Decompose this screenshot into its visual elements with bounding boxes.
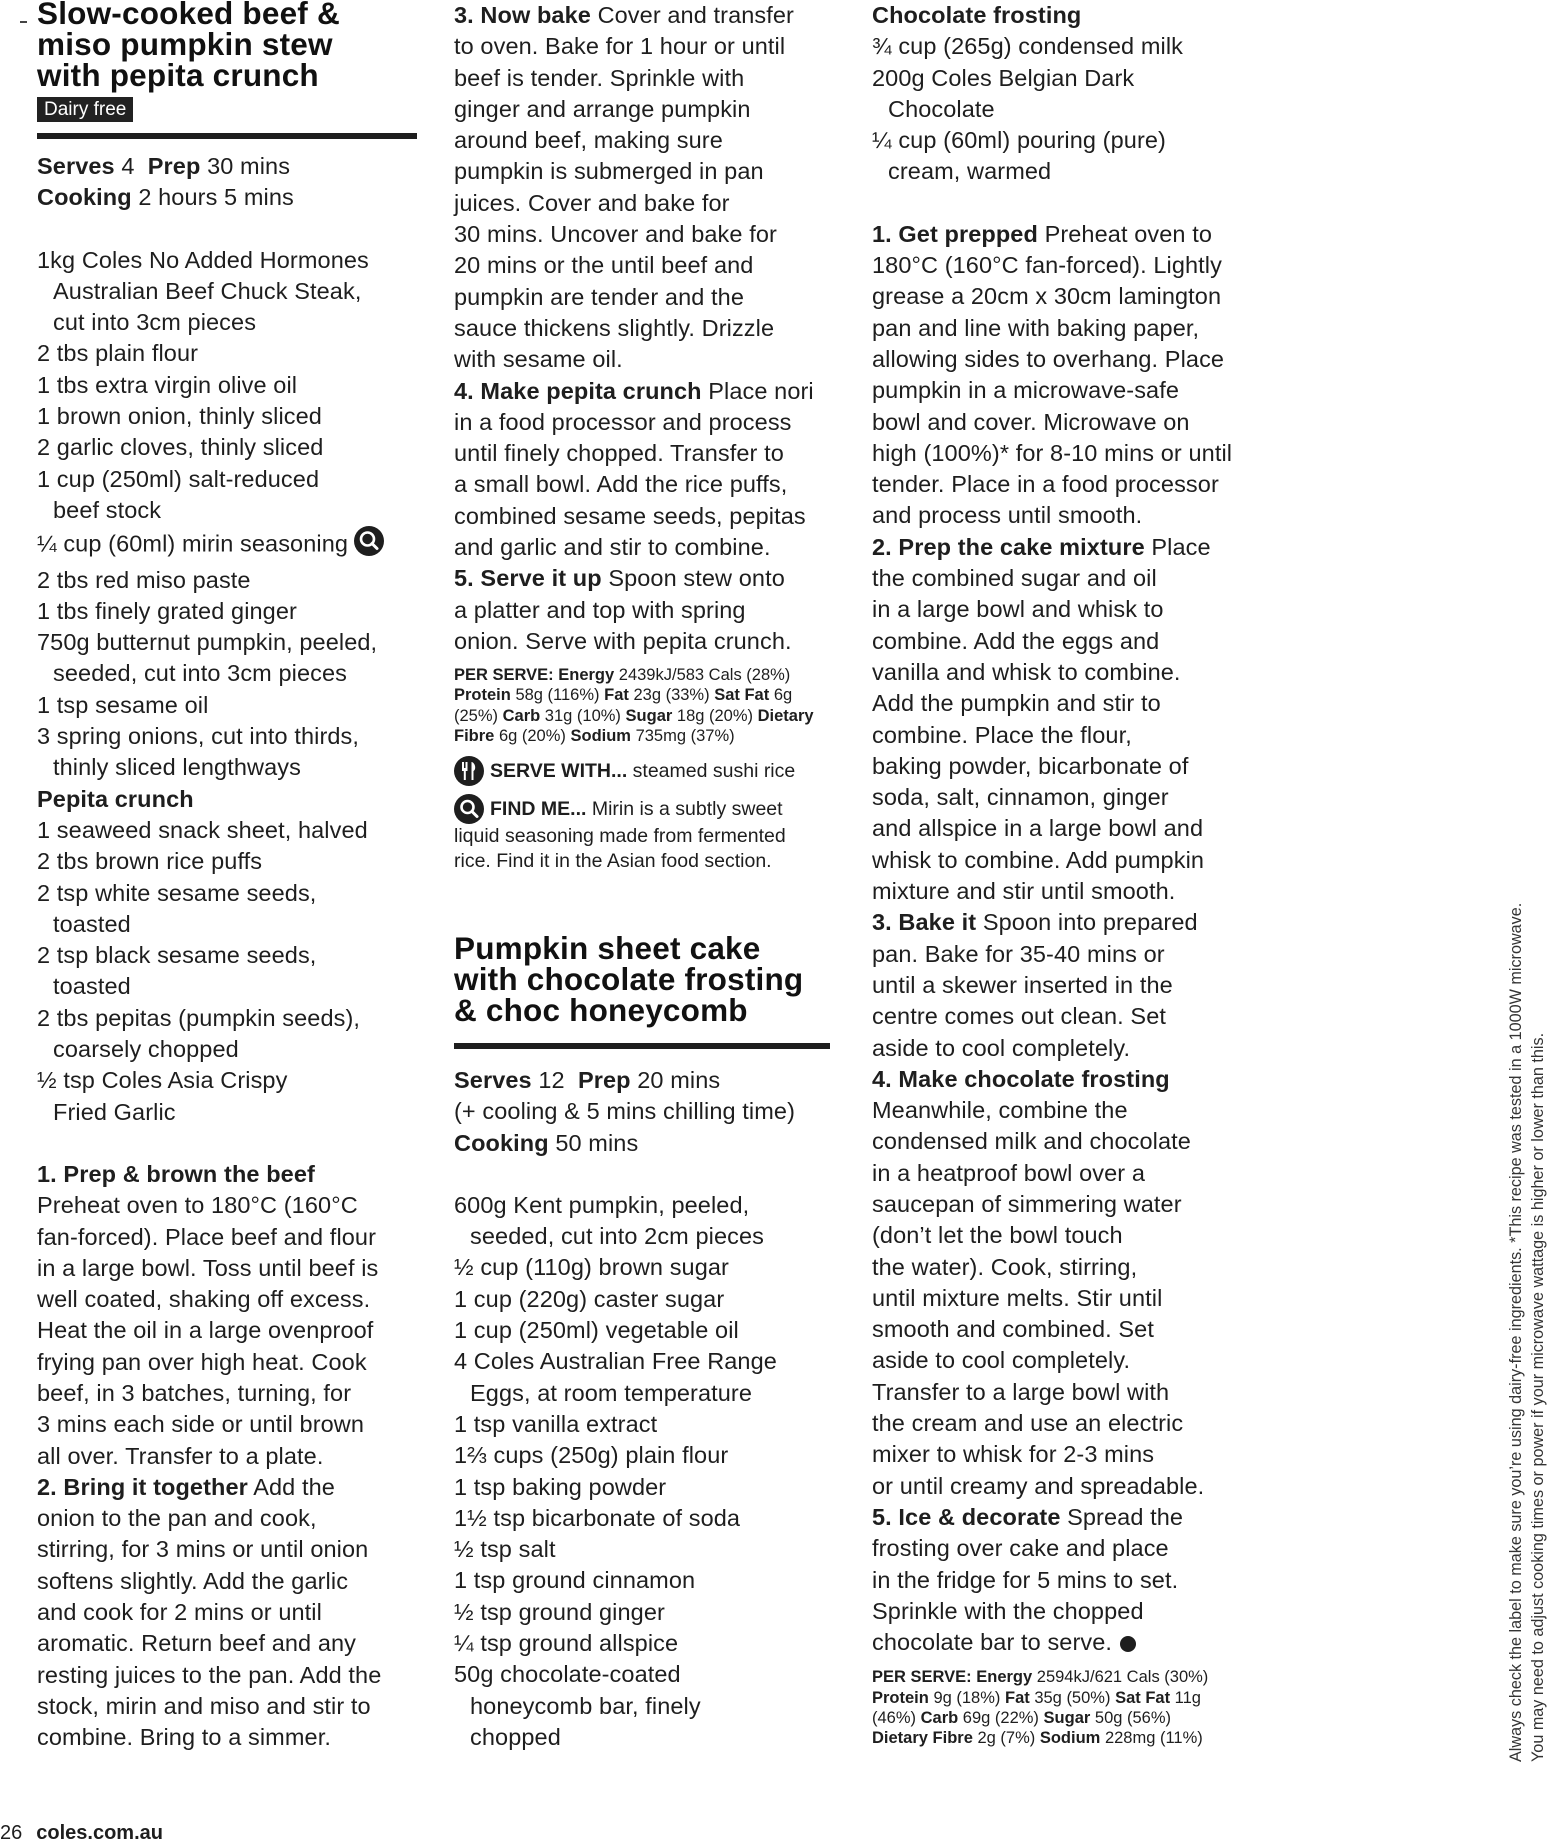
cooking-label: Cooking xyxy=(454,1129,549,1156)
step-line: in a food processor and process xyxy=(454,408,792,435)
column-2 xyxy=(454,0,834,1750)
nutrient-value: 9g (18%) xyxy=(933,1688,1001,1707)
step-line: in a large bowl. Toss until beef is xyxy=(37,1254,379,1281)
step-line: well coated, shaking off excess. xyxy=(37,1286,371,1313)
nutrient-value: 228mg (11%) xyxy=(1104,1729,1203,1748)
step-line: soda, salt, cinnamon, ginger xyxy=(872,784,1169,811)
magnifier-icon xyxy=(354,526,384,564)
magnifier-icon xyxy=(454,794,484,824)
step-heading: 5. Serve it up xyxy=(454,565,602,592)
serves-label: Serves xyxy=(37,153,115,179)
nutrient-value: 69g (22%) xyxy=(962,1708,1039,1727)
step-line: combine. Add the eggs and xyxy=(872,627,1160,654)
step-text: chocolate bar to serve. xyxy=(872,1629,1113,1656)
find-me-note xyxy=(454,794,834,874)
serve-with-label: SERVE WITH... xyxy=(490,759,628,782)
recipe1-nutrition xyxy=(454,665,834,746)
ingredient-line: chopped xyxy=(470,1723,561,1750)
nutrient-name: Energy xyxy=(558,666,615,685)
nutrient-name: Energy xyxy=(976,1668,1033,1687)
nutrition-label: PER SERVE: xyxy=(454,666,554,685)
ingredient-line: 2 tsp black sesame seeds, xyxy=(37,942,317,969)
step-line: and allspice in a large bowl and xyxy=(872,815,1204,842)
ingredient-line: 1 tbs extra virgin olive oil xyxy=(37,371,298,398)
step-line: until a skewer inserted in the xyxy=(872,971,1173,998)
step-line: 180°C (160°C fan-forced). Lightly xyxy=(872,252,1222,279)
ingredient-line: 1 cup (250ml) vegetable oil xyxy=(454,1317,739,1344)
ingredient-line: 1½ tsp bicarbonate of soda xyxy=(454,1504,741,1531)
step-text: Place nori xyxy=(701,377,814,404)
step-line: vanilla and whisk to combine. xyxy=(872,658,1181,685)
step-line: baking powder, bicarbonate of xyxy=(872,752,1189,779)
serves-label: Serves xyxy=(454,1067,532,1093)
ingredient-line: 2 tbs plain flour xyxy=(37,340,199,367)
step-line xyxy=(872,219,1272,250)
frosting-heading: Chocolate frosting xyxy=(872,2,1082,28)
ingredient-line: cream, warmed xyxy=(888,158,1052,185)
find-me-first-line xyxy=(454,794,834,824)
serves-value: 4 xyxy=(121,153,135,179)
step-line: the cream and use an electric xyxy=(872,1410,1184,1437)
ingredient-line: ¼ tsp ground allspice xyxy=(454,1630,679,1657)
nutrient-name: Carb xyxy=(502,706,541,725)
step-line: aside to cool completely. xyxy=(872,1347,1131,1374)
nutrient-name: Dietary Fibre xyxy=(872,1729,973,1748)
step-line: grease a 20cm x 30cm lamington xyxy=(872,283,1222,310)
step-line: in the fridge for 5 mins to set. xyxy=(872,1566,1179,1593)
find-me-line: rice. Find it in the Asian food section. xyxy=(454,850,772,873)
step-line: 20 mins or the until beef and xyxy=(454,252,754,279)
step-line: all over. Transfer to a plate. xyxy=(37,1442,324,1469)
recipe1-ingredients xyxy=(37,245,417,1128)
ingredient-line: ½ cup (110g) brown sugar xyxy=(454,1254,729,1281)
ingredient-line: 2 tsp white sesame seeds, xyxy=(37,879,317,906)
step-heading: 3. Now bake xyxy=(454,2,591,28)
step-line: Preheat oven to 180°C (160°C xyxy=(37,1192,358,1219)
step-line xyxy=(454,376,834,407)
nutrient-name: Dietary xyxy=(757,706,814,725)
ingredient-line: 1 tsp vanilla extract xyxy=(454,1410,658,1437)
step-line: (don’t let the bowl touch xyxy=(872,1222,1123,1249)
ingredient-line: toasted xyxy=(53,973,131,1000)
step-line: 3 mins each side or until brown xyxy=(37,1411,365,1438)
nutrient-value: (25%) xyxy=(454,706,499,725)
step-line: allowing sides to overhang. Place xyxy=(872,345,1225,372)
step-line: softens slightly. Add the garlic xyxy=(37,1567,349,1594)
ingredient-line: cut into 3cm pieces xyxy=(53,309,257,336)
ingredient-line: thinly sliced lengthways xyxy=(53,754,301,781)
nutrient-name: Fibre xyxy=(454,726,495,745)
ingredient-line: 600g Kent pumpkin, peeled, xyxy=(454,1191,750,1218)
nutrient-name: Protein xyxy=(872,1688,929,1707)
step-line xyxy=(872,1502,1272,1533)
recipe1-title xyxy=(37,0,417,91)
column-1 xyxy=(37,0,417,1754)
find-me-line: liquid seasoning made from fermented xyxy=(454,825,786,848)
step-heading: 2. Prep the cake mixture xyxy=(872,533,1145,560)
step-text: Cover and transfer xyxy=(590,2,794,28)
step-line xyxy=(454,0,834,31)
step-heading: 1. Prep & brown the beef xyxy=(37,1160,315,1187)
step-line: and garlic and stir to combine. xyxy=(454,534,771,561)
page-number: 26 xyxy=(0,1822,23,1844)
step-line: frying pan over high heat. Cook xyxy=(37,1348,367,1375)
step-line: bowl and cover. Microwave on xyxy=(872,408,1190,435)
ingredient-line: 3 spring onions, cut into thirds, xyxy=(37,723,360,750)
step-line: aside to cool completely. xyxy=(872,1034,1131,1061)
step-text: Add the xyxy=(247,1473,335,1500)
step-line: the water). Cook, stirring, xyxy=(872,1253,1138,1280)
step-line: Add the pumpkin and stir to xyxy=(872,690,1161,717)
step-line-last xyxy=(872,1627,1272,1658)
step-line: until mixture melts. Stir until xyxy=(872,1284,1163,1311)
ingredient-line: 1 tbs finely grated ginger xyxy=(37,597,297,624)
ingredient-line: Eggs, at room temperature xyxy=(470,1379,753,1406)
ingredient-line: seeded, cut into 3cm pieces xyxy=(53,660,348,687)
nutrient-name: Sodium xyxy=(1039,1729,1101,1748)
ingredient-line: seeded, cut into 2cm pieces xyxy=(470,1223,765,1250)
step-line: around beef, making sure xyxy=(454,127,723,154)
step-text: Preheat oven to xyxy=(1037,220,1212,247)
ingredient-line: honeycomb bar, finely xyxy=(470,1692,701,1719)
nutrient-value: 11g xyxy=(1174,1688,1201,1707)
step-line: frosting over cake and place xyxy=(872,1535,1169,1562)
step-line: pumpkin are tender and the xyxy=(454,283,745,310)
title-rule xyxy=(37,133,417,139)
step-line: combine. Bring to a simmer. xyxy=(37,1724,331,1751)
ingredient-line: 1 tsp sesame oil xyxy=(37,691,209,718)
pepita-crunch-heading: Pepita crunch xyxy=(37,785,194,812)
nutrient-value: 6g xyxy=(773,686,793,705)
step-line xyxy=(37,1472,417,1503)
nutrient-value: 6g (20%) xyxy=(498,726,566,745)
recipe2-meta-and-ingredients xyxy=(454,1065,854,1753)
ingredient-line: Chocolate xyxy=(888,95,995,122)
recipe1-meta xyxy=(37,151,417,214)
nutrient-name: Sugar xyxy=(1043,1708,1091,1727)
ingredient-line: beef stock xyxy=(53,496,162,523)
step-line: and process until smooth. xyxy=(872,502,1143,529)
ingredient-line: ½ tsp salt xyxy=(454,1536,556,1563)
ingredient-line: ¼ cup (60ml) pouring (pure) xyxy=(872,127,1166,154)
step-line: beef is tender. Sprinkle with xyxy=(454,64,745,91)
nutrient-value: 735mg (37%) xyxy=(635,726,735,745)
step-text: Spoon stew onto xyxy=(601,565,785,592)
recipe2-ingredients xyxy=(454,1190,854,1753)
step-line: stirring, for 3 mins or until onion xyxy=(37,1536,369,1563)
nutrient-name: Sat Fat xyxy=(1115,1688,1171,1707)
step-line: in a heatproof bowl over a xyxy=(872,1159,1146,1186)
ingredient-line: 4 Coles Australian Free Range xyxy=(454,1348,777,1375)
ingredient-line: 1kg Coles No Added Hormones xyxy=(37,246,369,273)
step-line: 30 mins. Uncover and bake for xyxy=(454,221,777,248)
step-text: Spread the xyxy=(1060,1503,1184,1530)
ingredient-line-mirin xyxy=(37,526,417,564)
step-heading: 1. Get prepped xyxy=(872,220,1038,247)
step-heading: 3. Bake it xyxy=(872,909,977,936)
ingredient-line: 1 cup (220g) caster sugar xyxy=(454,1285,725,1312)
prep-value: 20 mins xyxy=(637,1067,721,1093)
step-line: saucepan of simmering water xyxy=(872,1190,1182,1217)
serve-with-note xyxy=(454,756,834,786)
ingredient-line: 2 tbs pepitas (pumpkin seeds), xyxy=(37,1004,361,1031)
nutrient-name: Carb xyxy=(920,1708,959,1727)
step-line: combined sesame seeds, pepitas xyxy=(454,502,806,529)
side-note-line: You may need to adjust cooking times or power if your microwave wattage is higher or lower than this. xyxy=(1529,1032,1547,1762)
step-line: pan. Bake for 35-40 mins or xyxy=(872,940,1165,967)
ingredient-line: Australian Beef Chuck Steak, xyxy=(53,277,362,304)
recipe2-method xyxy=(872,219,1272,1659)
step-line: to oven. Bake for 1 hour or until xyxy=(454,33,786,60)
step-line: the combined sugar and oil xyxy=(872,565,1157,592)
step-line: beef, in 3 batches, turning, for xyxy=(37,1379,352,1406)
ingredient-line: ¾ cup (265g) condensed milk xyxy=(872,33,1183,60)
step-line: centre comes out clean. Set xyxy=(872,1003,1166,1030)
step-line xyxy=(872,907,1272,938)
step-line: stock, mirin and miso and stir to xyxy=(37,1692,371,1719)
step-line: a platter and top with spring xyxy=(454,596,746,623)
ingredient-line: 1⅔ cups (250g) plain flour xyxy=(454,1442,729,1469)
step-line: fan-forced). Place beef and flour xyxy=(37,1223,377,1250)
ingredient-line: 1 brown onion, thinly sliced xyxy=(37,403,322,430)
nutrient-value: 23g (33%) xyxy=(633,686,710,705)
nutrient-value: 58g (116%) xyxy=(515,686,600,705)
nutrient-value: 35g (50%) xyxy=(1034,1688,1111,1707)
title-line: Slow-cooked beef & xyxy=(37,0,340,31)
ingredient-line: 2 garlic cloves, thinly sliced xyxy=(37,434,324,461)
ingredient-line: 200g Coles Belgian Dark xyxy=(872,64,1135,91)
step-line: resting juices to the pan. Add the xyxy=(37,1661,382,1688)
prep-value: 30 mins xyxy=(207,153,291,179)
step-line xyxy=(454,563,834,594)
prep-label: Prep xyxy=(147,153,201,179)
ingredient-line: 2 tbs brown rice puffs xyxy=(37,848,263,875)
ingredient-line: ½ tsp ground ginger xyxy=(454,1598,665,1625)
title-rule xyxy=(454,1043,830,1049)
step-line: a small bowl. Add the rice puffs, xyxy=(454,471,788,498)
find-me-text: Mirin is a subtly sweet xyxy=(586,797,783,820)
recipe2-title xyxy=(454,930,854,1028)
nutrient-name: Protein xyxy=(454,686,511,705)
ingredient-line: 750g butternut pumpkin, peeled, xyxy=(37,629,378,656)
column-3 xyxy=(872,0,1272,1748)
recipe1-method-b xyxy=(454,0,834,657)
step-line: with sesame oil. xyxy=(454,346,623,373)
nutrient-name: Fat xyxy=(604,686,629,705)
corner-mark xyxy=(20,21,27,23)
step-line: onion. Serve with pepita crunch. xyxy=(454,627,792,654)
title-line: with chocolate frosting xyxy=(454,961,804,997)
step-line: until finely chopped. Transfer to xyxy=(454,440,784,467)
step-text: Place xyxy=(1144,533,1211,560)
step-line: in a large bowl and whisk to xyxy=(872,596,1164,623)
nutrient-value: 50g (56%) xyxy=(1094,1708,1172,1727)
step-line: condensed milk and chocolate xyxy=(872,1128,1191,1155)
nutrient-name: Fat xyxy=(1004,1688,1030,1707)
dairy-free-badge: Dairy free xyxy=(37,97,133,122)
step-line: juices. Cover and bake for xyxy=(454,189,730,216)
cooking-value: 2 hours 5 mins xyxy=(138,184,294,211)
step-line xyxy=(872,532,1272,563)
step-line: Heat the oil in a large ovenproof xyxy=(37,1317,374,1344)
step-heading: 2. Bring it together xyxy=(37,1473,248,1500)
nutrient-value: 2594kJ/621 Cals (30%) xyxy=(1036,1668,1209,1687)
ingredient-line: 1 seaweed snack sheet, halved xyxy=(37,816,368,843)
step-line: and cook for 2 mins or until xyxy=(37,1599,322,1626)
ingredient-text: ¼ cup (60ml) mirin seasoning xyxy=(37,530,349,557)
nutrient-value: 18g (20%) xyxy=(676,706,754,725)
step-text: Spoon into prepared xyxy=(976,909,1198,936)
ingredient-line: 50g chocolate-coated xyxy=(454,1661,681,1688)
step-line: combine. Place the flour, xyxy=(872,721,1132,748)
ingredient-line: 1 tsp baking powder xyxy=(454,1473,667,1500)
step-line: sauce thickens slightly. Drizzle xyxy=(454,314,775,341)
end-dot-icon xyxy=(1120,1636,1136,1652)
prep-note: (+ cooling & 5 mins chilling time) xyxy=(454,1098,796,1125)
side-note-line: Always check the label to make sure you’re using dairy-free ingredients. *This recipe was tested in a 1000W microwave. xyxy=(1507,902,1525,1762)
nutrient-name: Sat Fat xyxy=(714,686,770,705)
ingredient-line: coarsely chopped xyxy=(53,1036,239,1063)
step-line: pumpkin is submerged in pan xyxy=(454,158,764,185)
website-link[interactable]: coles.com.au xyxy=(36,1822,163,1844)
nutrient-name: Sodium xyxy=(570,726,631,745)
nutrient-value: (46%) xyxy=(872,1708,917,1727)
step-line: mixture and stir until smooth. xyxy=(872,878,1176,905)
step-line: pan and line with baking paper, xyxy=(872,314,1200,341)
step-line: mixer to whisk for 2-3 mins xyxy=(872,1441,1155,1468)
step-line: aromatic. Return beef and any xyxy=(37,1630,357,1657)
cooking-label: Cooking xyxy=(37,184,132,211)
title-line: & choc honeycomb xyxy=(454,992,748,1028)
step-line: Meanwhile, combine the xyxy=(872,1097,1128,1124)
find-me-label: FIND ME... xyxy=(490,797,587,820)
title-line: with pepita crunch xyxy=(37,57,319,93)
ingredient-line: 1 cup (250ml) salt-reduced xyxy=(37,465,320,492)
step-line: smooth and combined. Set xyxy=(872,1316,1154,1343)
step-heading: 4. Make chocolate frosting xyxy=(872,1065,1170,1092)
step-line: tender. Place in a food processor xyxy=(872,471,1219,498)
recipe2-nutrition xyxy=(872,1667,1272,1748)
step-heading: 4. Make pepita crunch xyxy=(454,377,702,404)
nutrient-value: 2g (7%) xyxy=(977,1729,1036,1748)
step-line: or until creamy and spreadable. xyxy=(872,1472,1205,1499)
step-line: onion to the pan and cook, xyxy=(37,1505,317,1532)
nutrient-name: Sugar xyxy=(625,706,673,725)
nutrition-label: PER SERVE: xyxy=(872,1668,972,1687)
ingredient-line: 1 tsp ground cinnamon xyxy=(454,1567,696,1594)
step-heading: 5. Ice & decorate xyxy=(872,1503,1061,1530)
serve-with-text: steamed sushi rice xyxy=(627,759,796,782)
nutrient-value: 31g (10%) xyxy=(544,706,621,725)
nutrient-value: 2439kJ/583 Cals (28%) xyxy=(618,666,791,685)
title-line: Pumpkin sheet cake xyxy=(454,930,761,966)
ingredient-line: ½ tsp Coles Asia Crispy xyxy=(37,1067,288,1094)
serves-value: 12 xyxy=(538,1067,565,1093)
prep-label: Prep xyxy=(577,1067,631,1093)
recipe1-method-a xyxy=(37,1159,417,1754)
step-line: high (100%)* for 8-10 mins or until xyxy=(872,439,1233,466)
cooking-value: 50 mins xyxy=(555,1129,639,1156)
title-line: miso pumpkin stew xyxy=(37,26,333,62)
ingredient-line: 2 tbs red miso paste xyxy=(37,566,251,593)
ingredient-line: toasted xyxy=(53,910,131,937)
step-line: ginger and arrange pumpkin xyxy=(454,95,751,122)
fork-knife-icon xyxy=(454,756,484,786)
step-line: Sprinkle with the chopped xyxy=(872,1597,1144,1624)
step-line: Transfer to a large bowl with xyxy=(872,1378,1170,1405)
side-note xyxy=(1505,722,1549,1762)
step-line: pumpkin in a microwave-safe xyxy=(872,377,1180,404)
ingredient-line: Fried Garlic xyxy=(53,1098,176,1125)
step-line: whisk to combine. Add pumpkin xyxy=(872,846,1205,873)
